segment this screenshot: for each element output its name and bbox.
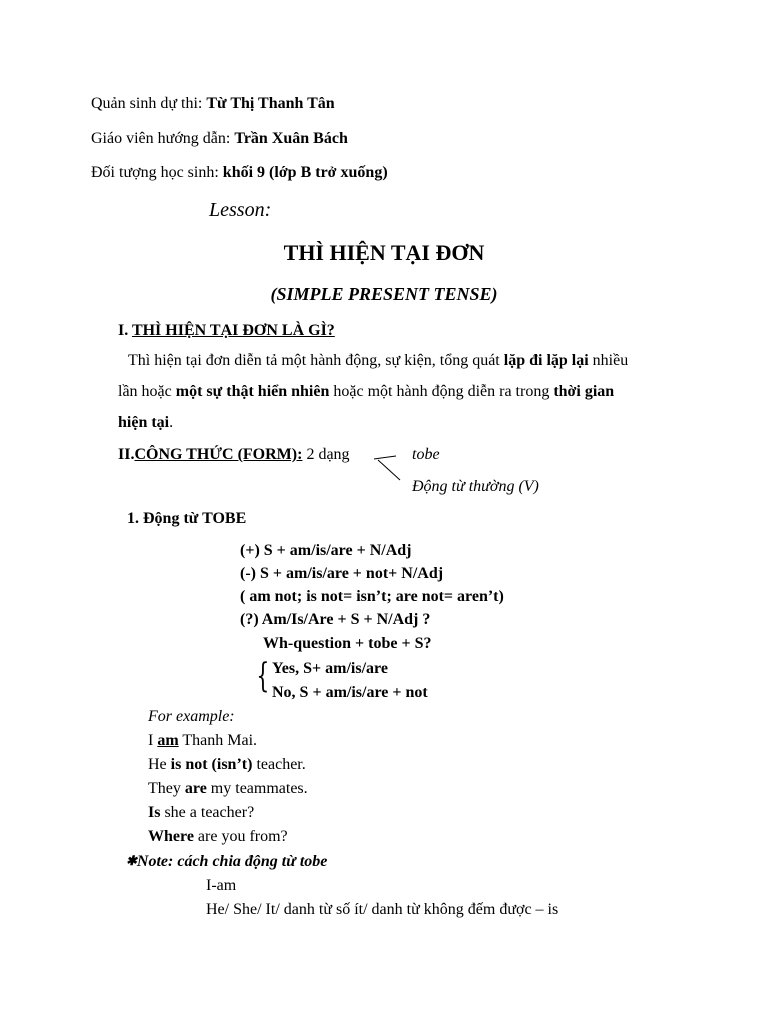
note-label: Note: cách chia động từ tobe: [136, 853, 328, 870]
section1-paragraph-line1: [128, 351, 628, 371]
text-run: lần hoặc: [118, 383, 176, 400]
text-run: teacher.: [252, 756, 306, 773]
formula-negative: (-) S + am/is/are + not+ N/Adj: [240, 565, 444, 582]
note-heading: [126, 852, 327, 872]
tobe-heading: 1. Động từ TOBE: [127, 510, 247, 527]
text-run-bold: Is: [148, 804, 161, 821]
section1-paragraph-line2: [118, 382, 614, 402]
audience-label: Đối tượng học sinh:: [91, 164, 223, 181]
section2-heading-line: [118, 445, 350, 465]
example-line: [148, 731, 257, 751]
text-run-bold: are: [184, 780, 207, 797]
author-name: Từ Thị Thanh Tân: [206, 95, 335, 112]
left-brace-icon: {: [256, 656, 270, 696]
text-run: are you from?: [193, 828, 288, 845]
text-run-bold: hiện tại: [118, 414, 170, 431]
text-run: He: [148, 756, 171, 773]
text-run-bold: am: [157, 732, 179, 749]
teacher-name: Trần Xuân Bách: [234, 130, 348, 147]
branch-tobe: tobe: [412, 446, 440, 463]
answer-yes: Yes, S+ am/is/are: [272, 660, 388, 677]
text-run: .: [169, 414, 174, 431]
text-run: hoặc một hành động diễn ra trong: [329, 383, 554, 400]
branch-regular-verb: Động từ thường (V): [412, 478, 539, 495]
text-run: Thì hiện tại đơn diễn tả một hành động, sự kiện, tổng quát: [128, 352, 504, 369]
formula-question: (?) Am/Is/Are + S + N/Adj ?: [240, 611, 431, 628]
formula-positive: (+) S + am/is/are + N/Adj: [240, 542, 412, 559]
text-run-bold: is not (isn’t): [170, 756, 253, 773]
example-line: [148, 827, 288, 847]
text-run: my teammates.: [206, 780, 308, 797]
text-run: nhiều: [588, 352, 629, 369]
examples-label: For example:: [148, 708, 235, 725]
text-run-bold: một sự thật hiển nhiên: [175, 383, 330, 400]
text-run: I: [148, 732, 158, 749]
author-line: [91, 94, 335, 114]
text-run: Thanh Mai.: [178, 732, 258, 749]
page-title: THÌ HIỆN TẠI ĐƠN: [283, 240, 485, 265]
audience-line: [91, 163, 388, 183]
note-item: He/ She/ It/ danh từ số ít/ danh từ không đếm được – is: [206, 901, 559, 918]
note-item: I-am: [206, 877, 237, 894]
teacher-label: Giáo viên hướng dẫn:: [91, 130, 235, 147]
section1-number: I.: [118, 322, 132, 339]
section1-heading-line: [118, 321, 335, 341]
example-line: [148, 803, 254, 823]
formula-contractions: ( am not; is not= isn’t; are not= aren’t): [240, 588, 504, 605]
page-subtitle: (SIMPLE PRESENT TENSE): [270, 284, 498, 304]
section1-heading: THÌ HIỆN TẠI ĐƠN LÀ GÌ?: [131, 322, 335, 339]
section2-count: 2 dạng: [302, 446, 350, 463]
answer-no: No, S + am/is/are + not: [272, 684, 428, 701]
teacher-line: [91, 129, 348, 149]
audience-value: khối 9 (lớp B trở xuống): [222, 164, 388, 181]
text-run-bold: thời gian: [553, 383, 615, 400]
star-bullet-icon: ✱: [126, 853, 137, 868]
author-label: Quản sinh dự thi:: [91, 95, 207, 112]
example-line: [148, 755, 306, 775]
section1-paragraph-line3: [118, 413, 173, 433]
section2-number: II.: [118, 446, 135, 463]
formula-wh-question: Wh-question + tobe + S?: [263, 635, 432, 652]
text-run-bold: Where: [148, 828, 194, 845]
lesson-label: Lesson:: [209, 199, 272, 221]
text-run-bold: lặp đi lặp lại: [503, 352, 589, 369]
branch-connector-icon: [374, 452, 408, 486]
example-line: [148, 779, 308, 799]
text-run: she a teacher?: [160, 804, 255, 821]
text-run: They: [148, 780, 185, 797]
section2-heading: CÔNG THỨC (FORM):: [134, 446, 303, 463]
